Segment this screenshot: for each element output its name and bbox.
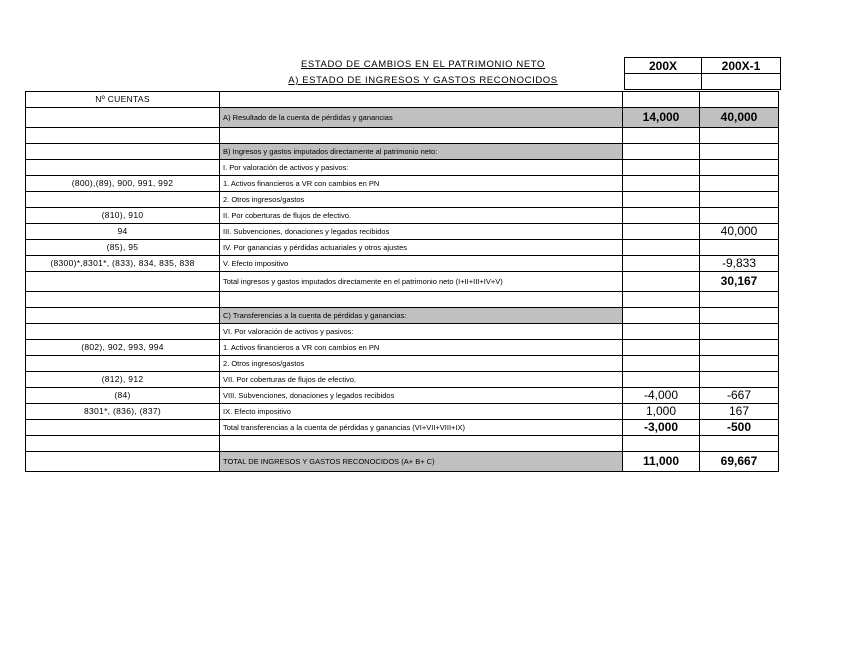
value-previous-cell: 167 <box>700 404 779 420</box>
value-current-cell <box>623 324 700 340</box>
concept-cell: A) Resultado de la cuenta de pérdidas y ganancias <box>220 108 623 128</box>
value-previous-cell <box>700 208 779 224</box>
table-row <box>26 388 779 404</box>
table-row <box>26 372 779 388</box>
value-current-cell <box>623 308 700 324</box>
value-previous-cell <box>700 308 779 324</box>
account-codes-cell: (8300)*,8301*, (833), 834, 835, 838 <box>26 256 220 272</box>
value-current-cell <box>623 144 700 160</box>
value-current-cell <box>623 272 700 292</box>
concept-cell: VI. Por valoración de activos y pasivos: <box>220 324 623 340</box>
table-row <box>26 272 779 292</box>
value-previous-cell: 40,000 <box>700 108 779 128</box>
value-current-cell <box>623 160 700 176</box>
value-current-cell: -4,000 <box>623 388 700 404</box>
year-header-spacer <box>625 74 702 90</box>
account-codes-cell <box>26 420 220 436</box>
concept-cell: II. Por coberturas de flujos de efectivo. <box>220 208 623 224</box>
col-previous-year: 200X-1 <box>702 58 781 74</box>
col-current-year: 200X <box>625 58 702 74</box>
value-current-cell <box>623 356 700 372</box>
value-previous-cell: 40,000 <box>700 224 779 240</box>
table-row <box>26 192 779 208</box>
table-row <box>26 128 779 144</box>
account-codes-cell <box>26 272 220 292</box>
account-codes-cell <box>26 452 220 472</box>
concept-cell: TOTAL DE INGRESOS Y GASTOS RECONOCIDOS (A+ B+ C) <box>220 452 623 472</box>
value-previous-cell: 69,667 <box>700 452 779 472</box>
table-row <box>26 208 779 224</box>
concept-cell: III. Subvenciones, donaciones y legados recibidos <box>220 224 623 240</box>
concept-cell: Total transferencias a la cuenta de pérdidas y ganancias (VI+VII+VIII+IX) <box>220 420 623 436</box>
concept-cell: IX. Efecto impositivo <box>220 404 623 420</box>
value-previous-cell <box>700 292 779 308</box>
value-previous-cell <box>700 160 779 176</box>
concept-cell <box>220 292 623 308</box>
concept-cell: Total ingresos y gastos imputados directamente en el patrimonio neto (I+II+III+IV+V) <box>220 272 623 292</box>
value-previous-cell: 30,167 <box>700 272 779 292</box>
value-current-cell <box>623 176 700 192</box>
value-current-cell <box>623 340 700 356</box>
value-previous-cell <box>700 92 779 108</box>
value-previous-cell <box>700 324 779 340</box>
concept-cell: 2. Otros ingresos/gastos <box>220 192 623 208</box>
value-previous-cell <box>700 356 779 372</box>
table-row <box>26 420 779 436</box>
table-row <box>26 256 779 272</box>
value-previous-cell <box>700 340 779 356</box>
account-codes-cell <box>26 144 220 160</box>
table-row <box>26 92 779 108</box>
account-codes-cell <box>26 436 220 452</box>
account-codes-cell: (802), 902, 993, 994 <box>26 340 220 356</box>
concept-cell: IV. Por ganancias y pérdidas actuariales y otros ajustes <box>220 240 623 256</box>
concept-cell <box>220 436 623 452</box>
value-current-cell: 11,000 <box>623 452 700 472</box>
statement-title: ESTADO DE CAMBIOS EN EL PATRIMONIO NETO <box>300 59 546 70</box>
account-codes-cell <box>26 160 220 176</box>
year-header <box>624 57 781 90</box>
concept-cell: 2. Otros ingresos/gastos <box>220 356 623 372</box>
account-codes-cell: (812), 912 <box>26 372 220 388</box>
concept-cell: 1. Activos financieros a VR con cambios en PN <box>220 340 623 356</box>
value-current-cell <box>623 292 700 308</box>
concept-cell: VII. Por coberturas de flujos de efectivo. <box>220 372 623 388</box>
value-previous-cell <box>700 128 779 144</box>
value-current-cell <box>623 92 700 108</box>
table-row <box>26 452 779 472</box>
table-row <box>26 308 779 324</box>
account-codes-cell <box>26 192 220 208</box>
value-previous-cell: -9,833 <box>700 256 779 272</box>
account-codes-cell <box>26 356 220 372</box>
year-header-spacer <box>702 74 781 90</box>
table-row <box>26 324 779 340</box>
account-codes-cell <box>26 308 220 324</box>
account-codes-cell <box>26 324 220 340</box>
account-codes-cell: (85), 95 <box>26 240 220 256</box>
concept-cell: V. Efecto impositivo <box>220 256 623 272</box>
table-row <box>26 340 779 356</box>
concept-cell: 1. Activos financieros a VR con cambios en PN <box>220 176 623 192</box>
table-row <box>26 176 779 192</box>
value-current-cell <box>623 208 700 224</box>
concept-cell: VIII. Subvenciones, donaciones y legados recibidos <box>220 388 623 404</box>
account-codes-cell: 94 <box>26 224 220 240</box>
value-previous-cell <box>700 436 779 452</box>
value-previous-cell <box>700 176 779 192</box>
value-previous-cell <box>700 144 779 160</box>
table-row <box>26 108 779 128</box>
concept-cell <box>220 92 623 108</box>
account-codes-cell: Nº CUENTAS <box>26 92 220 108</box>
value-current-cell <box>623 128 700 144</box>
table-row <box>26 224 779 240</box>
value-current-cell: 14,000 <box>623 108 700 128</box>
income-expense-table <box>25 91 779 472</box>
account-codes-cell: (810), 910 <box>26 208 220 224</box>
concept-cell: I. Por valoración de activos y pasivos: <box>220 160 623 176</box>
table-row <box>26 404 779 420</box>
value-previous-cell: -500 <box>700 420 779 436</box>
value-current-cell <box>623 256 700 272</box>
account-codes-cell <box>26 292 220 308</box>
value-previous-cell <box>700 240 779 256</box>
table-row <box>26 160 779 176</box>
concept-cell: B) Ingresos y gastos imputados directamente al patrimonio neto: <box>220 144 623 160</box>
value-current-cell <box>623 240 700 256</box>
value-previous-cell <box>700 372 779 388</box>
account-codes-cell: (800),(89), 900, 991, 992 <box>26 176 220 192</box>
table-row <box>26 240 779 256</box>
value-current-cell <box>623 192 700 208</box>
value-current-cell <box>623 436 700 452</box>
value-current-cell <box>623 224 700 240</box>
value-previous-cell: -667 <box>700 388 779 404</box>
table-row <box>26 356 779 372</box>
account-codes-cell: (84) <box>26 388 220 404</box>
account-codes-cell <box>26 108 220 128</box>
value-current-cell <box>623 372 700 388</box>
table-row <box>26 436 779 452</box>
value-current-cell: -3,000 <box>623 420 700 436</box>
table-row <box>26 292 779 308</box>
account-codes-cell: 8301*, (836), (837) <box>26 404 220 420</box>
table-row <box>26 144 779 160</box>
concept-cell <box>220 128 623 144</box>
account-codes-cell <box>26 128 220 144</box>
concept-cell: C) Transferencias a la cuenta de pérdidas y ganancias: <box>220 308 623 324</box>
value-previous-cell <box>700 192 779 208</box>
statement-subtitle: A) ESTADO DE INGRESOS Y GASTOS RECONOCIDOS <box>288 75 558 86</box>
value-current-cell: 1,000 <box>623 404 700 420</box>
